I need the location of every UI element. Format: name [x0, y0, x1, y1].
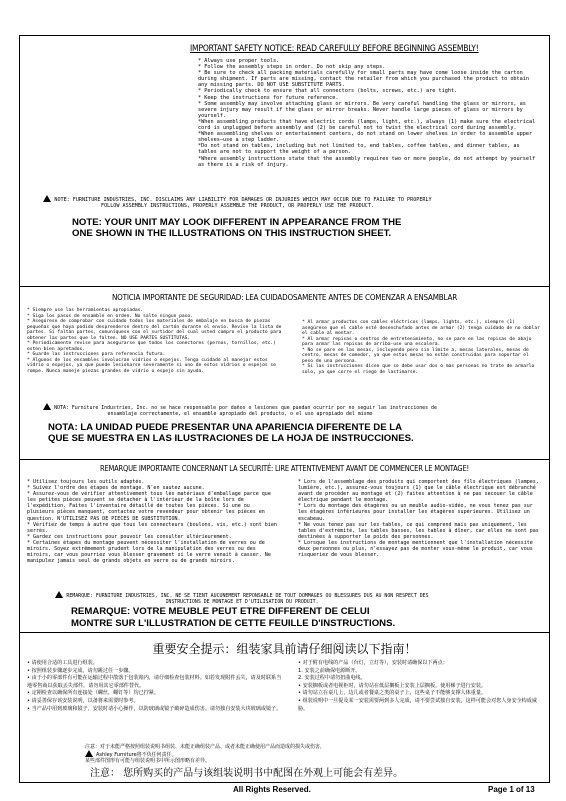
french-disclaimer: REMARQUE: FURNITURE INDUSTRIES, INC. NE SE TIENT AUCUNEMENT REPONSABLE DE TOUT DOMMAGES OU BLESSURES DUS AU NON RESPECT DES INSTRUCTIONS DE MONTAGE ET D'UTILISATION DU PRODUIT.	[42, 591, 442, 605]
safety-item: * Certaines étapes du montage peuvent nécessiter l'installation de verres ou de miroirs. Soyez extrêmement prudent lors de la manipulation des verres ou des miroirs, car vous pourriez vous blesser gravement si le verre venait à casser. Ne manipulez jamais seul de grands objets en verre ou de grands miroirs.	[27, 539, 271, 565]
chinese-disclaimer: 注意：对于未能严格按照组装说明书组装、未能正确组装产品、或者未能正确使用产品而造成的损失或伤害， Ashley Furniture将不负任何责任。 某些部件图形有可能与组装说明书中所示图形略有差异。	[85, 744, 326, 765]
english-section	[20, 36, 549, 239]
safety-item: *Where assembly instructions state that the assembly requires two or more people, do not attempt by yourself as there is a risk of injury.	[198, 155, 536, 168]
safety-item: • 定期检查以确保所有连接处（螺丝，螺钉等）均已拧紧。	[27, 690, 159, 697]
french-section	[20, 459, 549, 639]
safety-item: • 请妥善保存该安装说明，以备将来需要时参考。	[27, 697, 139, 704]
safety-item: • 请使用合适的工具进行组装。	[27, 660, 98, 666]
safety-item: * Al armar repisas o centros de entretenimiento, no se pare en las repisas de abajo para armar las repisas de arriba-use una escalera.	[302, 336, 532, 347]
safety-item: *Do not stand on tables, including but not limited to, end tables, coffee tables, and dinner tables, as tables are not to support the weight of a person.	[198, 143, 520, 156]
safety-item: * Some assembly may involve attaching glass or mirrors. Be very careful handling the glass or mirrors, as severe injury may result if the glass or mirror breaks. Never handle large pieces of glass or mirrors by yourself.	[198, 100, 526, 119]
safety-item: • 当产品中用到玻璃和镜子，安装时请小心操作，以防玻璃或镜子破碎造成伤害。请勿独自安装大块玻璃或镜子。	[27, 705, 282, 712]
footer-rights: All Rights Reserved.	[233, 785, 311, 794]
spanish-left-list	[27, 308, 285, 374]
english-disclaimer: NOTE: FURNITURE INDUSTRIES, INC. DISCLAIMS ANY LIABILITY FOR DAMAGES OR INJURIES WHICH MAY OCCUR DUE TO FAILURE TO PROPERLY FOLLOW ASSEMBLY INSTRUCTIONS, PROPERLY ASSEMBLE THE PRODUCT, OR PROPERLY USE THE PRODUCT.	[40, 195, 435, 209]
warning-icon	[43, 195, 51, 202]
chinese-section	[20, 632, 549, 782]
safety-item: * Asegúrese de comprobar con cuidado todos los materiales de embalaje en busca de piezas pequeñas que haya podido desprenderse dentro del cartón durante el envío. Revise la lista de partes. Si faltan partes, comuníquese con el surtidor del cual usted compro el producto para obtener las partes que le falten. NO USE PARTES SUSTITUTAS.	[27, 319, 282, 341]
safety-item: • 由于小的零部件有可能在运输过程中散落于包装箱内，请仔细检查包装材料。如若发现附件丢失，请及时联系当地零售商以获取丢失部件。请勿用其它零部件替代。	[27, 675, 282, 689]
safety-item: *When assembling products that have electric cords (lamps, light, etc.), always (1) make sure the electrical cord is unplugged before assembly and (2) be careful not to twist the electrical cord during assembly.	[198, 118, 536, 132]
safety-item: * Si las instrucciones dicen que se debe usar dos o mas personas no trate de armarlo solo, ya que corre el riego de lastimarse.	[302, 364, 535, 375]
french-left-list	[27, 479, 277, 564]
safety-item: • 组装说明中一旦提及某一安装需要两到多人完成，请不要尝试独自安装，这样可能会对您人身安全构成威胁。	[298, 697, 537, 712]
safety-item: 1. 安装之前确保电源断开。	[298, 667, 361, 674]
safety-item: * Always use proper tools.	[198, 58, 280, 64]
safety-item: • 对于附有电线的产品（台灯，立灯等），安装时请确保以下两点：	[298, 660, 448, 666]
safety-item: * Suivez l'ordre des étapes de montage. N'en sautez aucune.	[27, 485, 205, 492]
safety-item: * Be sure to check all packing materials carefully for small parts may have come loose inside the carton during shipment. If parts are missing, contact the retailer from which you purchased the product to obtain any missing parts. DO NOT USE SUBSTITUTE PARTS.	[198, 70, 530, 89]
chinese-left-list	[27, 660, 285, 713]
spanish-section	[20, 286, 549, 461]
safety-item: • 安装搁板或者电视柜时，请勿站在低层搁板上安装上层搁板，使用梯子进行安装。	[298, 682, 487, 689]
english-title: IMPORTANT SAFETY NOTICE: READ CAREFULLY BEFORE BEGINNING ASSEMBLY!	[190, 44, 479, 54]
warning-icon	[55, 591, 63, 598]
chinese-note: 注意： 您所购买的产品与该组装说明书中配图在外观上可能会有差异。	[90, 768, 404, 779]
safety-item: * Periodicamente revise para asegurarse que todos los conectores (pernos, tornillos, etc.) esten bien apretados.	[27, 341, 276, 352]
warning-icon	[85, 750, 93, 757]
spanish-note: NOTA: LA UNIDAD PUEDE PRESENTAR UNA APARIENCIA DIFERENTE DE LA QUE SE MUESTRA EN LAS ILUSTRACIONES DE LA HOJA DE INSTRUCCIONES.	[48, 422, 414, 444]
safety-item: * Vérifiez de temps à autre que tous les connecteurs (boulons, vis, etc.) sont bien serrés.	[27, 521, 277, 534]
safety-item: * Periodically check to ensure that all connectors (bolts, screws, etc.) are tight.	[198, 88, 458, 95]
safety-item: • 请勿站立在桌几上，边几或者餐桌之类的桌子上，这些桌子不能够支撑人体重量。	[298, 690, 487, 697]
footer-page-number: Page 1 of 13	[488, 785, 535, 794]
chinese-right-list	[298, 660, 543, 713]
spanish-disclaimer: NOTA: Furniture Industries, Inc. no se hace responsable por daños o lesiones que puedan ocurrir por no seguir las instrucciones de ensamblaje correctamente, el ensamble apropiado del producto, o el uso apropiado del mismo	[40, 403, 440, 417]
english-note: NOTE: YOUR UNIT MAY LOOK DIFFERENT IN APPEARANCE FROM THE ONE SHOWN IN THE ILLUSTRATIONS ON THIS INSTRUCTION SHEET.	[72, 217, 402, 239]
safety-item: • 按照组装步骤逐步完成，请勿跳过任一步骤。	[27, 667, 134, 674]
safety-item: * Siempre use las herramientas apropiadas.	[27, 308, 144, 313]
safety-item: * Algunos de los ensambles involucran vidrios o espejos. Tenga cuidado al manejar estos vidrio o espejos, ya que puede lesionarse severamente si uno de estos vidrios o espejos se rompe. Nunca maneje piezas grandes de vidrio o espejo sin ayuda.	[27, 357, 276, 374]
chinese-title: 重要安全提示：组装家具前请仔细阅读以下指南！	[152, 642, 417, 656]
safety-notice-frame	[19, 35, 550, 783]
safety-item: * Follow the assembly steps in order. Do not skip any steps.	[198, 64, 386, 71]
safety-item: * Siga los pasos de ensamble en orden. No salte ningun paso.	[27, 313, 193, 319]
safety-item: * No se pare en las mesas, incluyendo pero sin límite a, mesas laterales, mesas de centro, mesas de comedor, ya que estas mesas no están construidas para soportar el peso de una persona.	[302, 347, 529, 364]
safety-item: * Ne vous tenez pas sur les tables, ce qui comprend mais pas uniquement, les tables d'extrémité, les tables basses, les tables à dîner, car elles ne sont pas destinées à supporter le poids des personnes.	[298, 521, 539, 540]
french-right-list	[298, 479, 543, 558]
spanish-title: NOTICIA IMPORTANTE DE SEGURIDAD: LEA CUIDADOSAMENTE ANTES DE COMENZAR A ENSAMBLAR	[111, 293, 458, 302]
safety-item: * Gardez ces instructions pour pouvoir les consulter ultérieurement.	[27, 533, 232, 540]
warning-icon	[43, 403, 51, 410]
french-title: REMARQUE IMPORTANTE CONCERNANT LA SECURITÉ: LIRE ATTENTIVEMENT AVANT DE COMMENCER LE MONTAGE!	[99, 464, 470, 473]
safety-item: * Al armar productos con cables eléctricos (lamps, lights, etc.), siempre (1) asegúrese que el cable esté desenchufado antes de armar (2) tenga cuidado de no doblar el cable al montar.	[302, 320, 540, 336]
safety-item: * Lorsque les instructions de montage mentionnent que l'installation nécessite deux personnes ou plus, n'essayez pas de monter vous-même le produit, car vous risqueriez de vous blesser.	[298, 539, 533, 559]
safety-item: * Assurez-vous de vérifier attentivement tous les matériaux d'emballage parce que les petites pièces peuvent se détacher à l'intérieur de la boîte lors de l'expédition. Faites l'inventaire détaillé de toutes les pièces. Si une ou plusieurs pièces manquent, contactez votre revendeur pour obtenir les pièces en question. N'UTILISEZ PAS DE PIECES DE SUBSTITUTION.	[27, 491, 271, 522]
english-list	[198, 58, 538, 168]
safety-item: * Lors de l'assemblage des produits qui comportent des fils électriques (lampes, lumière, etc.), assurez-vous toujours (1) que le câble électrique est débranché avant de procéder au montage et (2) faites attention à ne pas secouer le câble électrique pendant le montage.	[298, 479, 539, 504]
safety-item: * Guarde las instrucciones para referencia futura.	[27, 352, 166, 357]
safety-item: * Lors du montage des étagères ou un meuble audio-vidéo, ne vous tenez pas sur les étagères inférieures pour installer les étagères supérieures. Utilisez un escabeau.	[298, 503, 533, 522]
safety-item: 2. 安装过程中请勿扭曲电线。	[298, 675, 366, 682]
spanish-right-list	[302, 320, 542, 375]
french-note: REMARQUE: VOTRE MEUBLE PEUT ETRE DIFFERENT DE CELUI MONTRE SUR L'ILLUSTRATION DE CETTE FEUILLE D'INSTRUCTIONS.	[71, 606, 396, 629]
safety-item: * Utilisez toujours les outils adaptés.	[27, 479, 145, 485]
safety-item: * Keep the instructions for future reference.	[198, 94, 339, 101]
safety-item: *When assembling shelves or entertainment centers, do not stand on lower shelves in order to assemble upper shelves—use a step ladder.	[198, 131, 533, 144]
